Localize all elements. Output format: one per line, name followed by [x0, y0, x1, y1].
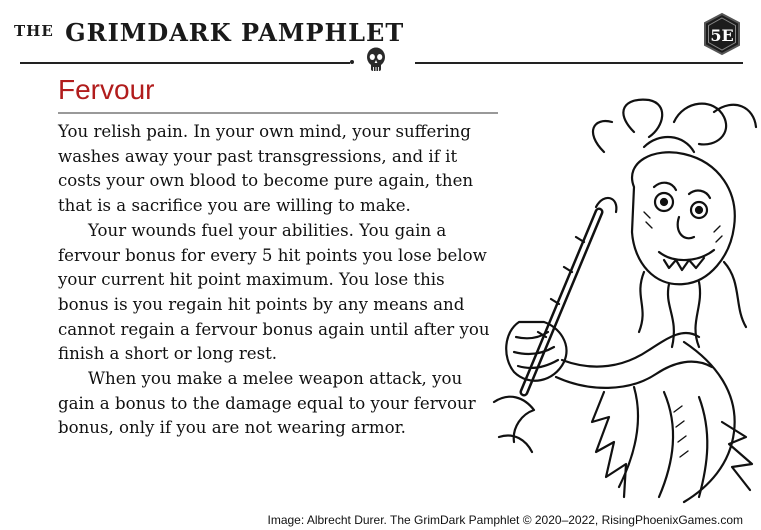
body-paragraph-3: When you make a melee weapon attack, you gain a bonus to the damage equal to your fervour bonus, only if you are not wearing armor.: [58, 369, 476, 438]
title-underline: [58, 112, 498, 114]
body-paragraph-1: You relish pain. In your own mind, your suffering washes away your past transgressions, and if it costs your own blood to become pure again, then that is a sacrifice you are willing to make.: [58, 122, 474, 216]
section-title: Fervour: [58, 74, 155, 105]
5e-badge-icon: [700, 12, 744, 56]
section-body: [58, 120, 498, 441]
skull-icon: [364, 46, 388, 74]
demon-figure-illustration: [484, 92, 761, 510]
badge-label: 5E: [710, 26, 734, 45]
brand-logo: [14, 18, 404, 47]
body-paragraph-2: Your wounds fuel your abilities. You gain a fervour bonus for every 5 hit points you lose below your current hit point maximum. You lose this bonus is you regain hit points by any means and cannot regain a fervour bonus again until after you finish a short or long rest.: [58, 220, 490, 364]
header-rule-right: [415, 62, 743, 64]
image-credit: Image: Albrecht Durer. The GrimDark Pamphlet © 2020–2022, RisingPhoenixGames.com: [267, 513, 743, 527]
brand-prefix: THE: [14, 22, 54, 40]
header-rule-left: [20, 62, 350, 64]
page-header: [0, 0, 761, 80]
brand-title: GRIMDARK PAMPHLET: [65, 18, 405, 47]
